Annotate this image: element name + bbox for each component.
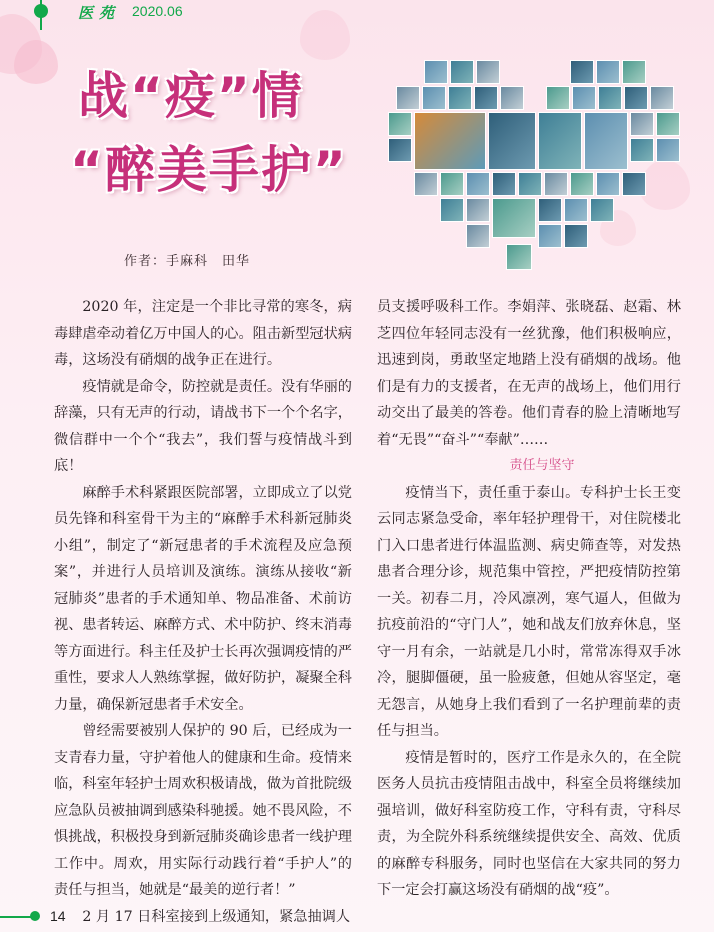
collage-photo (466, 224, 490, 248)
body-paragraph: 疫情是暂时的，医疗工作是永久的，在全院医务人员抗击疫情阻击战中，科室全员将继续加强培训，做好科室防疫工作，守科有责，守科尽责，为全院外科系统继续提供安全、高效、优质的麻醉专科服务，同时也坚信在大家共同的努力下一定会打赢这场没有硝烟的战“疫”。 (377, 749, 681, 898)
collage-photo (570, 172, 594, 196)
collage-photo (584, 112, 628, 170)
collage-photo (476, 60, 500, 84)
body-paragraph: 2 月 17 日科室接到上级通知，紧急抽调人 (82, 908, 351, 925)
collage-photo (500, 86, 524, 110)
collage-photo (650, 86, 674, 110)
collage-photo (466, 172, 490, 196)
collage-photo (414, 112, 486, 170)
collage-photo (598, 86, 622, 110)
collage-photo (440, 198, 464, 222)
collage-photo (656, 112, 680, 136)
collage-photo (544, 172, 568, 196)
collage-photo (590, 198, 614, 222)
header-dot (34, 4, 48, 18)
collage-photo (448, 86, 472, 110)
collage-photo (596, 172, 620, 196)
collage-photo (396, 86, 420, 110)
collage-photo (546, 86, 570, 110)
body-paragraph: 2020 年，注定是一个非比寻常的寒冬，病毒肆虐牵动着亿万中国人的心。阻击新型冠状病毒，这场没有硝烟的战争正在进行。 (54, 299, 352, 368)
collage-photo (488, 112, 536, 170)
article-column-right (377, 294, 681, 904)
issue-date: 2020.06 (132, 3, 183, 19)
magazine-name: 医苑 (78, 4, 121, 22)
body-paragraph: 疫情当下，责任重于泰山。专科护士长王变云同志紧急受命，率年轻护理骨干，对住院楼北门入口患者进行体温监测、病史筛查等，对发热患者合理分诊，规范集中管控，严把疫情防控第一关。初春二月，冷风凛冽，寒气逼人，但做为抗疫前沿的“守门人”，她和战友们放弃休息，坚守一月有余，一站就是几小时，常常冻得双手冰冷，腿脚僵硬，虽一脸疲惫，但她从容坚定，毫无怨言，从她身上我们看到了一名护理前辈的责任与担当。 (377, 484, 681, 739)
collage-photo (474, 86, 498, 110)
page-footer (0, 906, 714, 932)
article-column-left (54, 294, 352, 930)
collage-photo (564, 224, 588, 248)
title-line-1: 战“疫”情 (78, 67, 304, 125)
page-header (0, 0, 714, 30)
collage-photo (414, 172, 438, 196)
collage-photo (572, 86, 596, 110)
collage-photo (622, 172, 646, 196)
collage-photo (630, 138, 654, 162)
collage-photo (656, 138, 680, 162)
collage-photo (518, 172, 542, 196)
collage-photo (422, 86, 446, 110)
collage-photo (506, 244, 532, 270)
collage-photo (538, 224, 562, 248)
section-subheading: 责任与坚守 (509, 458, 575, 473)
collage-photo (624, 86, 648, 110)
footer-dot (30, 911, 40, 921)
collage-photo (466, 198, 490, 222)
blossom-decoration (14, 40, 58, 84)
collage-photo (492, 198, 536, 238)
collage-photo (492, 172, 516, 196)
body-paragraph: 曾经需要被别人保护的 90 后，已经成为一支青春力量，守护着他人的健康和生命。疫情来临，科室年轻护士周欢积极请战，做为首批院级应急队员被抽调到感染科驰援。她不畏风险，不惧挑战，积极投身到新冠肺炎确诊患者一线护理工作中。周欢，用实际行动践行着“手护人”的责任与担当，她就是“最美的逆行者！” (54, 723, 352, 898)
collage-photo (596, 60, 620, 84)
collage-photo (538, 198, 562, 222)
collage-photo (440, 172, 464, 196)
collage-photo (538, 112, 582, 170)
collage-photo (388, 112, 412, 136)
collage-photo (570, 60, 594, 84)
collage-photo (424, 60, 448, 84)
article-title (70, 66, 360, 200)
collage-photo (622, 60, 646, 84)
collage-photo (450, 60, 474, 84)
body-paragraph: 疫情就是命令，防控就是责任。没有华丽的辞藻，只有无声的行动，请战书下一个个名字，微信群中一个个“我去”，我们誓与疫情战斗到底！ (54, 378, 352, 474)
body-paragraph-continued: 员支援呼吸科工作。李娟萍、张晓磊、赵霜、林芝四位年轻同志没有一丝犹豫，他们积极响应，迅速到岗，勇敢坚定地踏上没有硝烟的战场。他们是有力的支援者，在无声的战场上，他们用行动交出了最美的答卷。他们青春的脸上清晰地写着“无畏”“奋斗”“奉献”…… (377, 299, 681, 448)
collage-photo (630, 112, 654, 136)
body-paragraph: 麻醉手术科紧跟医院部署，立即成立了以党员先锋和科室骨干为主的“麻醉手术科新冠肺炎小组”，制定了“新冠患者的手术流程及应急预案”，并进行人员培训及演练。演练从接收“新冠肺炎”患者的手术通知单、物品准备、术前访视、患者转运、麻醉方式、术中防护、终末消毒等方面进行。科主任及护士长再次强调疫情的严重性，要求人人熟练掌握，做好防护，凝聚全科力量，确保新冠患者手术安全。 (54, 484, 352, 713)
title-line-2: “醉美手护” (70, 141, 348, 199)
collage-photo (388, 138, 412, 162)
heart-photo-collage (388, 56, 688, 278)
page-number: 14 (50, 908, 66, 924)
author-line: 作者：手麻科 田华 (124, 254, 251, 269)
collage-photo (564, 198, 588, 222)
